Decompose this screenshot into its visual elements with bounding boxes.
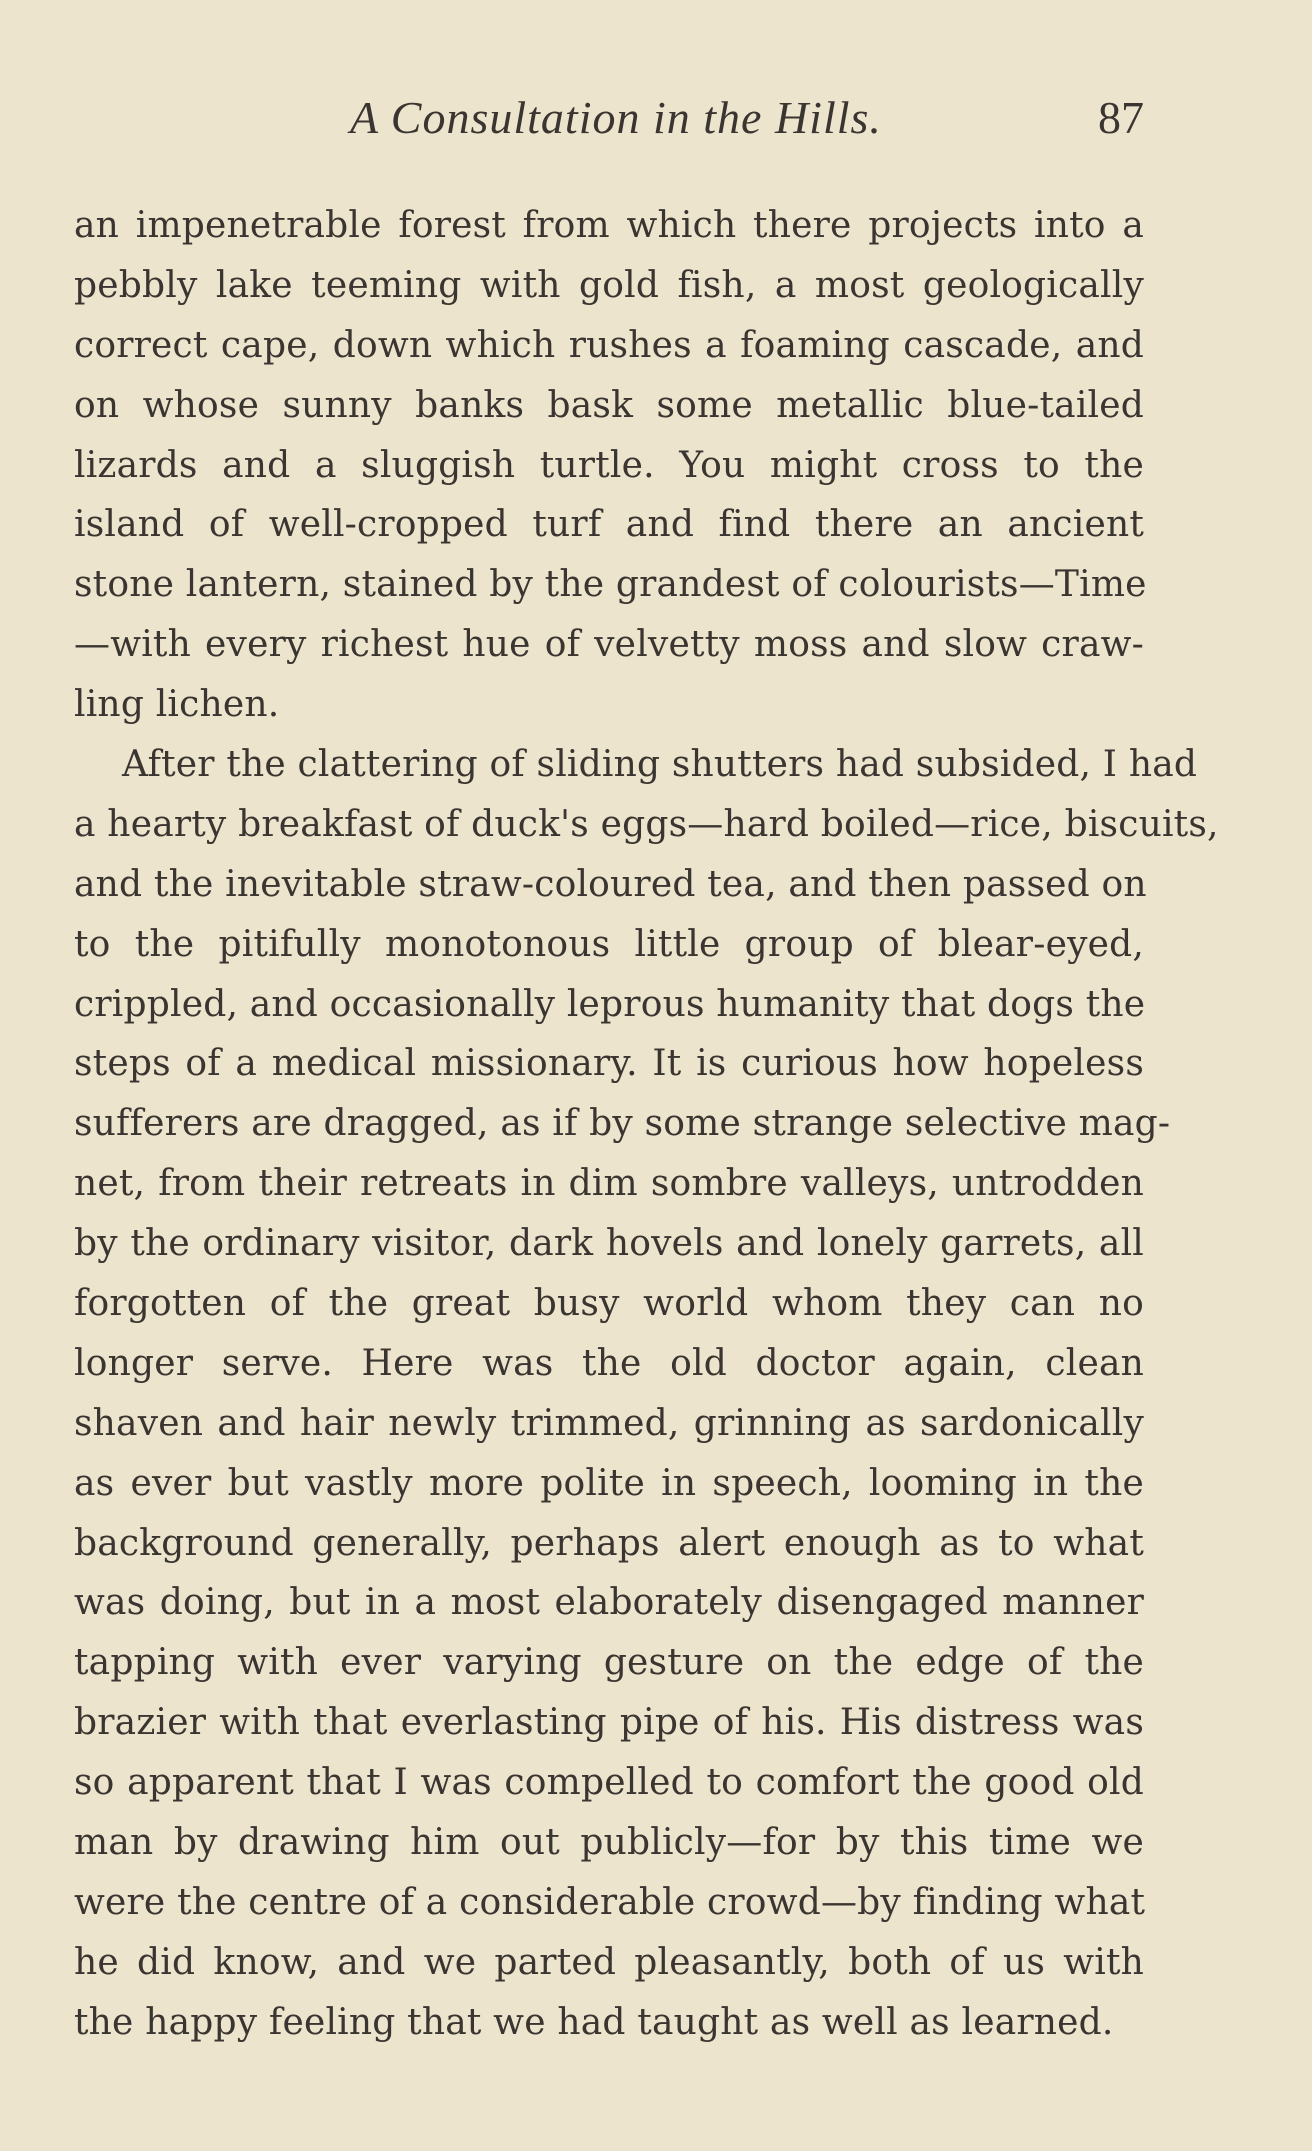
text-line: lizards and a sluggish turtle. You might cross to the <box>74 444 1144 486</box>
text-line: —with every richest hue of velvetty moss and slow craw- <box>74 624 1144 666</box>
text-line: shaven and hair newly trimmed, grinning as sardonically <box>74 1402 1144 1444</box>
text-line: island of well-cropped turf and find there an ancient <box>74 504 1144 546</box>
paragraph <box>74 735 1219 2053</box>
text-line: were the centre of a considerable crowd—by finding what <box>74 1881 1146 1923</box>
page-number: 87 <box>1098 92 1144 143</box>
text-line: man by drawing him out publicly—for by this time we <box>74 1822 1144 1864</box>
text-line: After the clattering of sliding shutters had subsided, I had <box>122 744 1198 786</box>
text-line: steps of a medical missionary. It is curious how hopeless <box>74 1043 1144 1085</box>
text-line: and the inevitable straw-coloured tea, and then passed on <box>74 863 1147 905</box>
text-line: correct cape, down which rushes a foaming cascade, and <box>74 324 1144 366</box>
text-line: sufferers are dragged, as if by some strange selective mag- <box>74 1103 1171 1145</box>
running-head <box>74 88 1144 148</box>
text-line: ling lichen. <box>74 684 280 726</box>
text-line: brazier with that everlasting pipe of his. His distress was <box>74 1702 1144 1744</box>
paragraph <box>74 196 1147 735</box>
text-line: to the pitifully monotonous little group of blear-eyed, <box>74 923 1144 965</box>
running-title: A Consultation in the Hills. <box>350 92 882 143</box>
text-line: longer serve. Here was the old doctor again, clean <box>74 1342 1144 1384</box>
text-line: as ever but vastly more polite in speech, looming in the <box>74 1462 1144 1504</box>
text-line: tapping with ever varying gesture on the edge of the <box>74 1642 1144 1684</box>
text-line: by the ordinary visitor, dark hovels and lonely garrets, all <box>74 1223 1144 1265</box>
text-line: forgotten of the great busy world whom they can no <box>74 1283 1144 1325</box>
text-line: an impenetrable forest from which there projects into a <box>74 205 1144 246</box>
text-line: net, from their retreats in dim sombre valleys, untrodden <box>74 1163 1144 1205</box>
text-line: was doing, but in a most elaborately disengaged manner <box>74 1582 1144 1624</box>
body-text <box>74 196 1219 2053</box>
text-line: so apparent that I was compelled to comfort the good old <box>74 1762 1144 1804</box>
text-line: the happy feeling that we had taught as well as learned. <box>74 2001 1114 2043</box>
text-line: crippled, and occasionally leprous humanity that dogs the <box>74 983 1146 1025</box>
text-line: pebbly lake teeming with gold fish, a most geologically <box>74 264 1144 306</box>
text-line: he did know, and we parted pleasantly, both of us with <box>74 1941 1144 1983</box>
text-line: stone lantern, stained by the grandest of colourists—Time <box>74 564 1147 606</box>
text-line: background generally, perhaps alert enough as to what <box>74 1522 1144 1564</box>
text-line: on whose sunny banks bask some metallic blue-tailed <box>74 384 1144 426</box>
text-line: a hearty breakfast of duck's eggs—hard boiled—rice, biscuits, <box>74 803 1219 845</box>
